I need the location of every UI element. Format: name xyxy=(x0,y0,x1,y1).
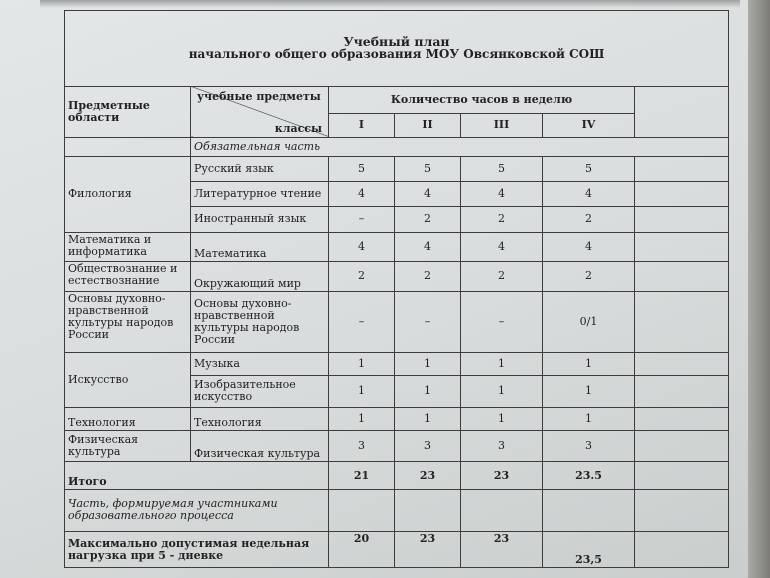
empty-cell xyxy=(329,489,395,531)
empty-cell xyxy=(635,407,729,430)
empty-cell xyxy=(635,462,729,489)
hours-cell: – xyxy=(329,207,395,232)
hours-header: Количество часов в неделю xyxy=(329,86,635,113)
area-math: Математика и информатика xyxy=(65,232,191,262)
hours-cell: 3 xyxy=(543,430,635,462)
area-tech: Технология xyxy=(65,407,191,430)
table-row xyxy=(65,156,729,181)
total-row xyxy=(65,462,729,489)
mandatory-label: Обязательная часть xyxy=(191,137,729,156)
subjects-classes-header xyxy=(191,86,329,137)
hours-cell: 2 xyxy=(543,262,635,292)
hours-cell: 4 xyxy=(329,181,395,206)
hours-cell: 1 xyxy=(395,407,461,430)
grade-2-header: II xyxy=(395,114,461,137)
empty-cell xyxy=(635,430,729,462)
table-row xyxy=(65,430,729,462)
total-cell: 23.5 xyxy=(543,462,635,489)
total-cell: 23 xyxy=(395,462,461,489)
participants-row xyxy=(65,489,729,531)
table-title xyxy=(65,11,729,87)
mandatory-row xyxy=(65,137,729,156)
hours-cell: 5 xyxy=(461,156,543,181)
hours-cell: 2 xyxy=(395,262,461,292)
subject-name: Изобразительное искусство xyxy=(191,375,329,407)
hours-cell: 1 xyxy=(543,375,635,407)
area-culture: Основы духовно-нравственной культуры народов России xyxy=(65,291,191,352)
max-load-cell: 20 xyxy=(329,532,395,568)
hours-cell: 1 xyxy=(329,407,395,430)
total-cell: 21 xyxy=(329,462,395,489)
hours-cell: 2 xyxy=(543,207,635,232)
hours-cell: 0/1 xyxy=(543,291,635,352)
hours-cell: 2 xyxy=(395,207,461,232)
area-philology: Филология xyxy=(65,156,191,232)
area-art: Искусство xyxy=(65,352,191,407)
hours-cell: 3 xyxy=(395,430,461,462)
header-row-1 xyxy=(65,86,729,113)
empty-cell xyxy=(635,156,729,181)
empty-cell xyxy=(635,262,729,292)
empty-cell xyxy=(635,207,729,232)
empty-cell xyxy=(635,232,729,262)
hours-cell: 5 xyxy=(543,156,635,181)
empty-cell xyxy=(635,375,729,407)
hours-cell: 4 xyxy=(461,181,543,206)
hours-cell: 2 xyxy=(329,262,395,292)
hours-cell: 1 xyxy=(461,375,543,407)
grade-3-header: III xyxy=(461,114,543,137)
area-pe: Физическая культура xyxy=(65,430,191,462)
subjects-header: учебные предметы xyxy=(197,89,321,103)
empty-cell xyxy=(543,489,635,531)
curriculum-table xyxy=(64,10,729,568)
empty-cell xyxy=(635,532,729,568)
subject-name: Русский язык xyxy=(191,156,329,181)
shadow xyxy=(40,0,740,8)
title-row xyxy=(65,11,729,87)
hours-cell: 1 xyxy=(395,375,461,407)
hours-cell: 4 xyxy=(329,232,395,262)
hours-cell: 4 xyxy=(543,181,635,206)
empty-cell xyxy=(635,181,729,206)
hours-cell: – xyxy=(395,291,461,352)
hours-cell: 1 xyxy=(395,352,461,375)
hours-cell: 4 xyxy=(395,181,461,206)
title-line-2: начального общего образования МОУ Овсянковской СОШ xyxy=(188,47,605,62)
hours-cell: – xyxy=(329,291,395,352)
max-load-cell: 23 xyxy=(461,532,543,568)
max-load-row xyxy=(65,532,729,568)
subject-name: Иностранный язык xyxy=(191,207,329,232)
table-row xyxy=(65,291,729,352)
grade-4-header: IV xyxy=(543,114,635,137)
empty-cell xyxy=(635,291,729,352)
hours-cell: 2 xyxy=(461,207,543,232)
title-line-1: Учебный план xyxy=(343,34,450,50)
table-row xyxy=(65,407,729,430)
hours-cell: 3 xyxy=(329,430,395,462)
subject-name: Музыка xyxy=(191,352,329,375)
hours-cell: 2 xyxy=(461,262,543,292)
hours-cell: – xyxy=(461,291,543,352)
subject-name: Окружающий мир xyxy=(191,262,329,292)
empty-cell xyxy=(461,489,543,531)
hours-cell: 1 xyxy=(543,352,635,375)
empty-cell xyxy=(65,137,191,156)
empty-cell xyxy=(635,489,729,531)
hours-cell: 4 xyxy=(395,232,461,262)
empty-cell xyxy=(395,489,461,531)
paper-edge xyxy=(748,0,770,578)
hours-cell: 1 xyxy=(461,352,543,375)
subject-name: Литературное чтение xyxy=(191,181,329,206)
total-label: Итого xyxy=(65,462,329,489)
hours-cell: 5 xyxy=(395,156,461,181)
max-load-label: Максимально допустимая недельная нагрузка при 5 - дневке xyxy=(65,532,329,568)
hours-cell: 1 xyxy=(329,375,395,407)
total-cell: 23 xyxy=(461,462,543,489)
subject-name: Основы духовно-нравственной культуры народов России xyxy=(191,291,329,352)
max-load-cell: 23 xyxy=(395,532,461,568)
area-social: Обществознание и естествознание xyxy=(65,262,191,292)
table-row xyxy=(65,352,729,375)
subject-name: Математика xyxy=(191,232,329,262)
max-load-cell: 23,5 xyxy=(543,532,635,568)
grade-1-header: I xyxy=(329,114,395,137)
hours-cell: 5 xyxy=(329,156,395,181)
areas-header: Предметные области xyxy=(65,86,191,137)
hours-cell: 1 xyxy=(329,352,395,375)
participants-label: Часть, формируемая участниками образовательного процесса xyxy=(65,489,329,531)
empty-cell xyxy=(635,352,729,375)
table-row xyxy=(65,262,729,292)
hours-cell: 4 xyxy=(543,232,635,262)
hours-cell: 1 xyxy=(461,407,543,430)
subject-name: Физическая культура xyxy=(191,430,329,462)
subject-name: Технология xyxy=(191,407,329,430)
classes-header: классы xyxy=(274,121,322,135)
hours-cell: 1 xyxy=(543,407,635,430)
hours-cell: 3 xyxy=(461,430,543,462)
spare-header-cell xyxy=(635,86,729,137)
table-row xyxy=(65,232,729,262)
hours-cell: 4 xyxy=(461,232,543,262)
